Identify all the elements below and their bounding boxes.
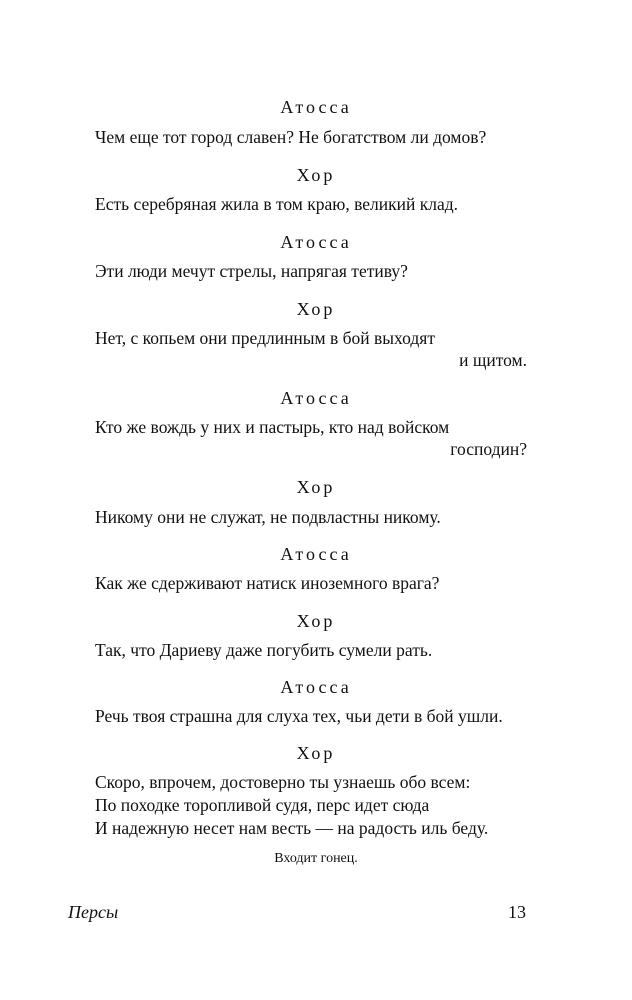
verse-line-continuation: и щитом. [459, 350, 527, 370]
verse-line: Есть серебряная жила в том краю, великий клад. [95, 194, 458, 214]
verse-line: И надежную несет нам весть — на радость иль беду. [95, 818, 489, 838]
verse-line: Как же сдерживают натиск иноземного врага? [95, 573, 440, 593]
speaker-atossa: Атосса [280, 544, 352, 564]
page-number: 13 [508, 902, 526, 922]
speaker-atossa: Атосса [280, 388, 352, 408]
verse-line: Кто же вождь у них и пастырь, кто над войском [95, 417, 450, 437]
speaker-atossa: Атосса [280, 232, 352, 252]
speaker-khor: Хор [296, 477, 336, 497]
speaker-atossa: Атосса [280, 677, 352, 697]
verse-line: Так, что Дариеву даже погубить сумели рать. [95, 640, 433, 660]
speaker-khor: Хор [296, 743, 336, 763]
speaker-khor: Хор [296, 165, 336, 185]
verse-line: Скоро, впрочем, достоверно ты узнаешь обо всем: [95, 772, 471, 792]
verse-line: Нет, с копьем они предлинным в бой выходят [95, 328, 435, 348]
running-title: Персы [68, 902, 119, 922]
verse-line: Чем еще тот город славен? Не богатством ли домов? [95, 127, 487, 147]
verse-line: Речь твоя страшна для слуха тех, чьи дети в бой ушли. [95, 706, 503, 726]
speaker-khor: Хор [296, 611, 336, 631]
verse-line-continuation: господин? [450, 439, 527, 459]
verse-line: Никому они не служат, не подвластны никому. [95, 507, 441, 527]
verse-line: По походке торопливой судя, перс идет сюда [95, 795, 430, 815]
speaker-atossa: Атосса [280, 97, 352, 117]
verse-line: Эти люди мечут стрелы, напрягая тетиву? [95, 261, 408, 281]
speaker-khor: Хор [296, 299, 336, 319]
stage-direction: Входит гонец. [274, 851, 358, 866]
